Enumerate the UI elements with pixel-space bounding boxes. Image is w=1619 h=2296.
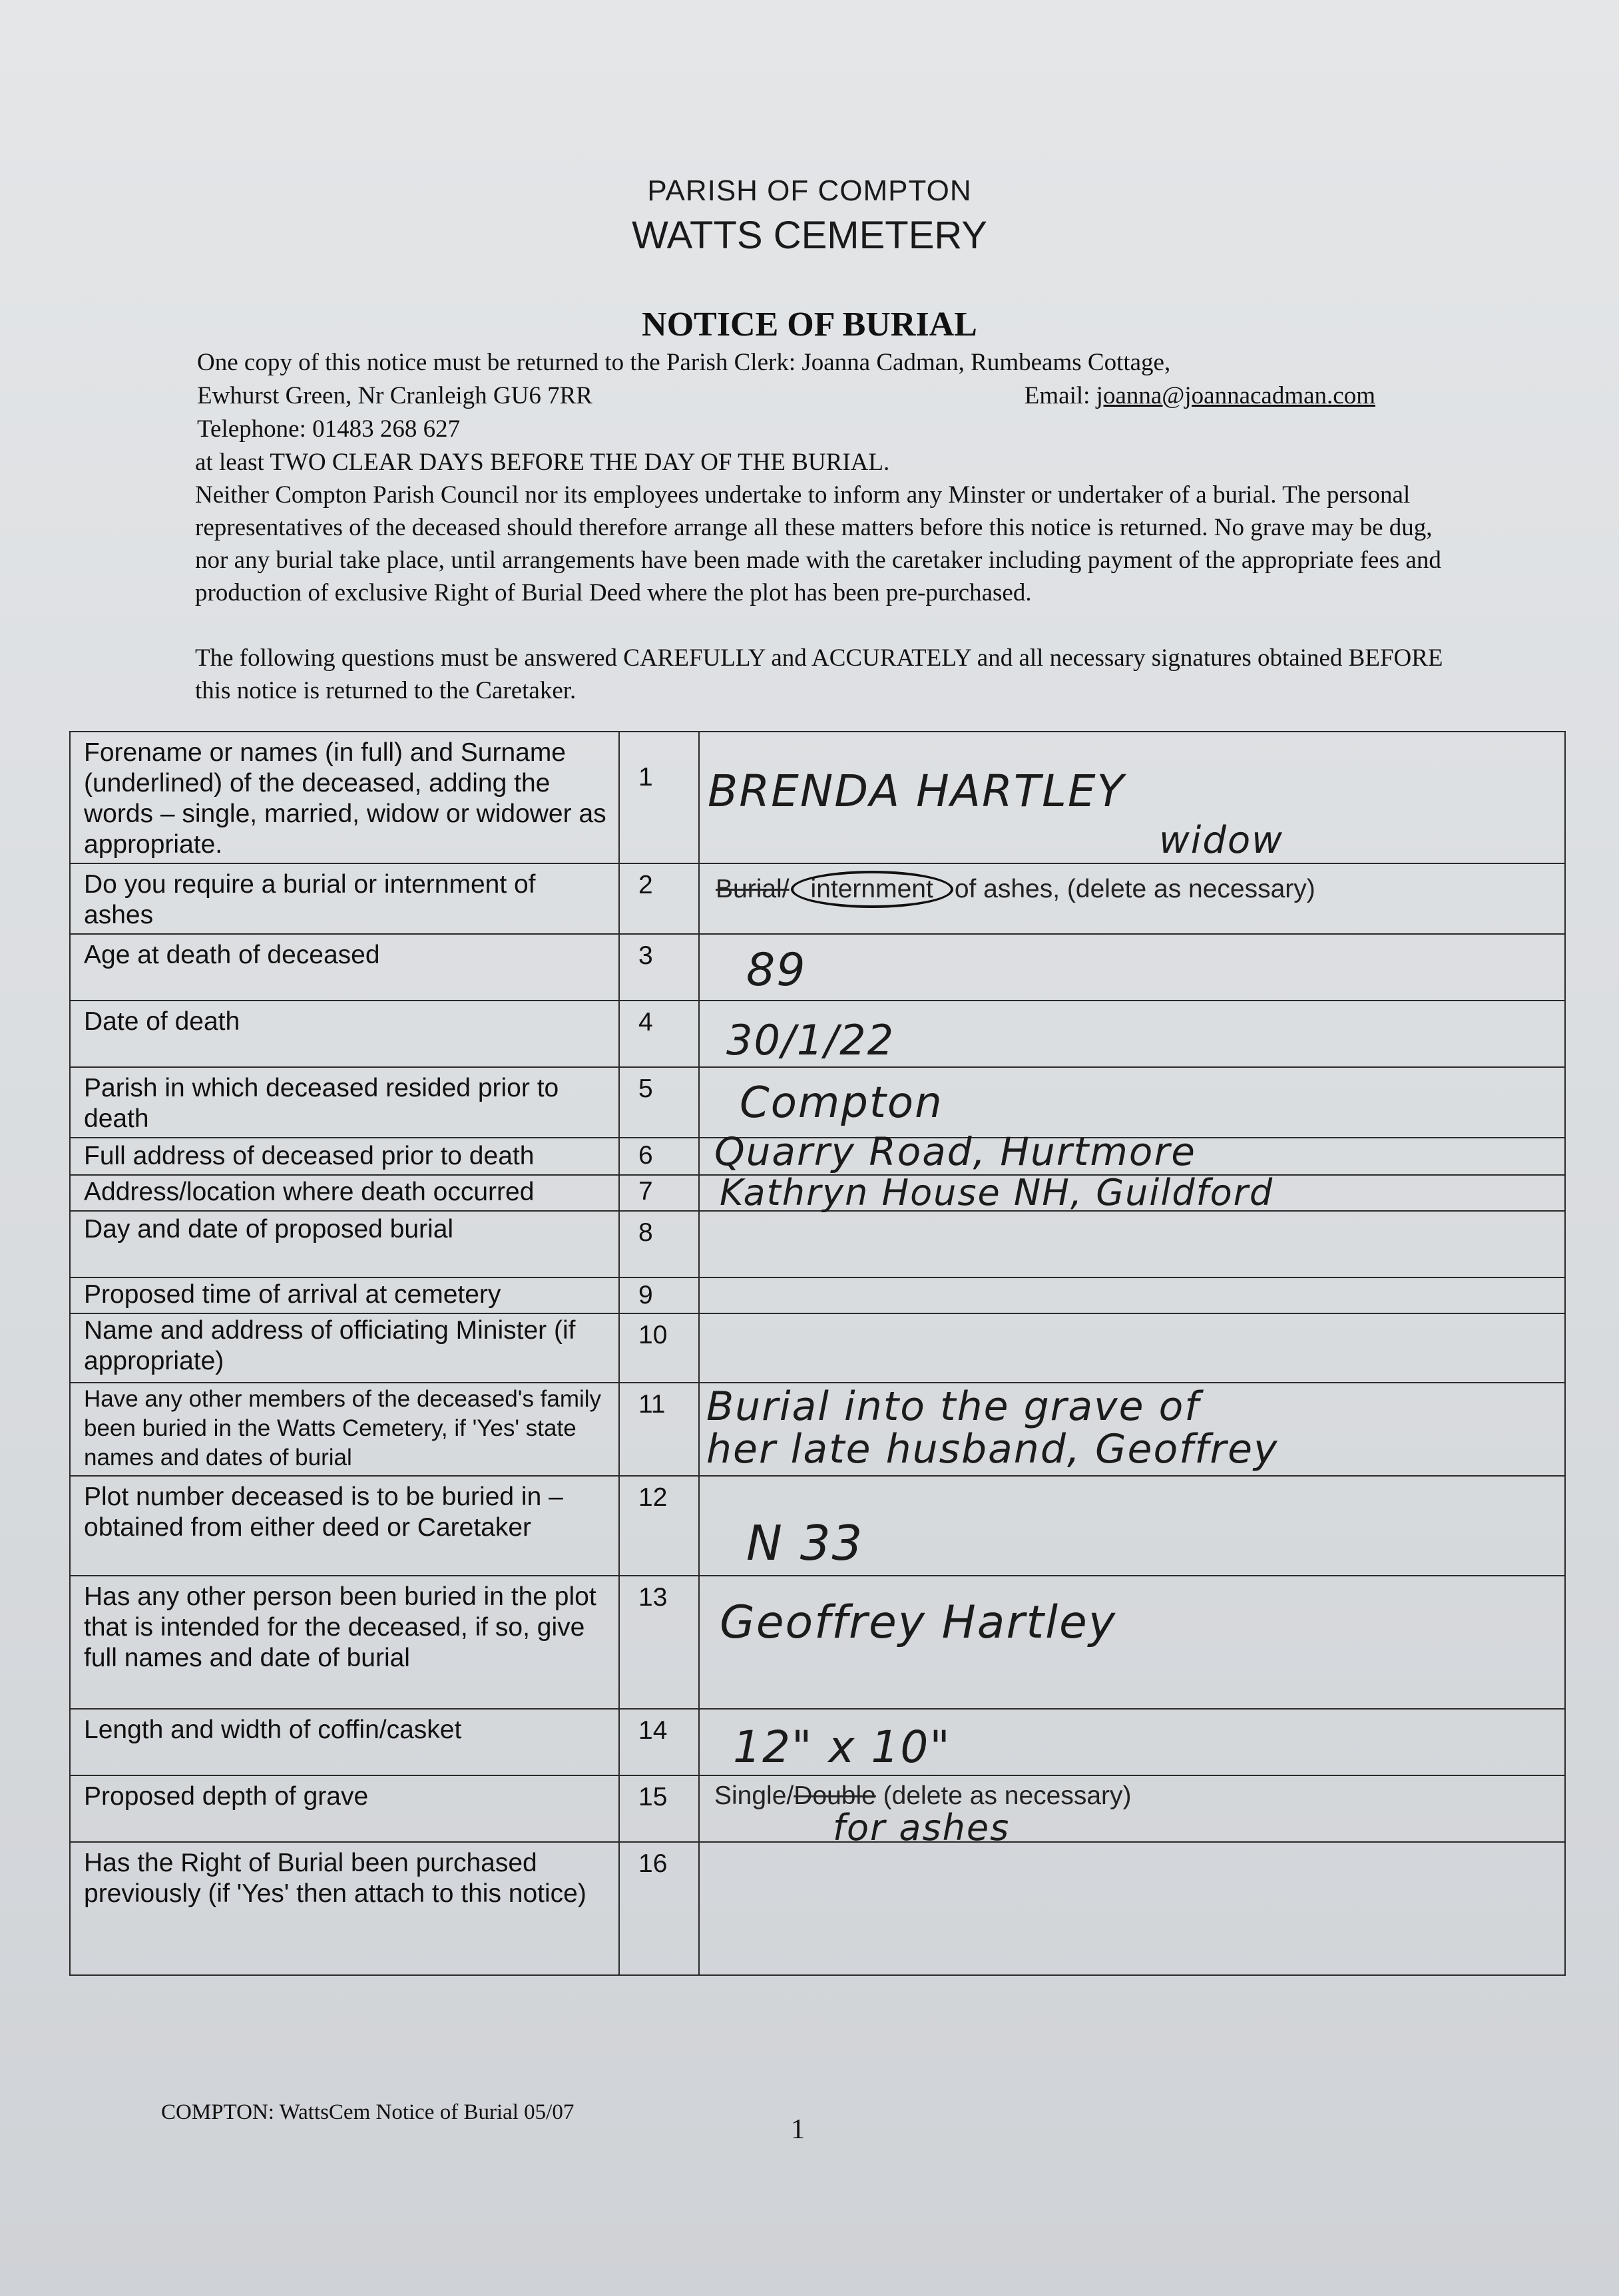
form-row	[70, 1842, 1565, 1975]
option-single: Single/	[714, 1781, 794, 1810]
intro-line-1: One copy of this notice must be returned to the Parish Clerk: Joanna Cadman, Rumbeams Cottage,	[197, 349, 1171, 376]
footer-reference: COMPTON: WattsCem Notice of Burial 05/07	[161, 2100, 575, 2124]
form-row	[70, 1383, 1565, 1476]
answer-parish: Compton	[740, 1078, 943, 1128]
row-number: 3	[619, 934, 699, 1001]
row-number: 15	[619, 1775, 699, 1842]
answer-prior-burial: Geoffrey Hartley	[720, 1596, 1117, 1649]
question-cell: Has the Right of Burial been purchased previously (if 'Yes' then attach to this notice)	[70, 1842, 619, 1975]
row-number: 12	[619, 1476, 699, 1576]
row-number: 6	[619, 1138, 699, 1175]
intro-line-2	[197, 379, 1449, 412]
answer-date-of-death: 30/1/22	[726, 1016, 895, 1064]
row-number: 2	[619, 863, 699, 934]
question-cell: Proposed depth of grave	[70, 1775, 619, 1842]
question-cell: Have any other members of the deceased's family been buried in the Watts Cemetery, if 'Yes' state names and dates of burial	[70, 1383, 619, 1476]
form-row	[70, 1476, 1565, 1576]
answer-plot-number: N 33	[746, 1515, 864, 1571]
answer-death-location: Kathryn House NH, Guildford	[720, 1172, 1274, 1214]
answer-cell[interactable]	[699, 863, 1565, 934]
row-number: 14	[619, 1709, 699, 1775]
question-cell: Proposed time of arrival at cemetery	[70, 1277, 619, 1313]
question-cell: Name and address of officiating Minister (if appropriate)	[70, 1313, 619, 1383]
answer-cell[interactable]	[699, 1476, 1565, 1576]
option-of-ashes: of ashes	[954, 875, 1053, 903]
answer-cell[interactable]	[699, 1211, 1565, 1277]
form-row	[70, 1211, 1565, 1277]
form-row	[70, 1067, 1565, 1138]
form-row	[70, 1576, 1565, 1709]
answer-status: widow	[1159, 819, 1283, 862]
delete-note: (delete as necessary)	[875, 1781, 1132, 1810]
row-number: 10	[619, 1313, 699, 1383]
email-link[interactable]: joanna@joannacadman.com	[1096, 382, 1375, 409]
answer-cell[interactable]	[699, 934, 1565, 1001]
row-number: 13	[619, 1576, 699, 1709]
answer-coffin-size: 12" x 10"	[733, 1722, 951, 1773]
question-cell: Parish in which deceased resided prior to death	[70, 1067, 619, 1138]
parish-heading: PARISH OF COMPTON	[647, 174, 972, 207]
answer-family-burials-line-1: Burial into the grave of	[706, 1383, 1200, 1430]
row-number: 9	[619, 1277, 699, 1313]
answer-cell[interactable]	[699, 1067, 1565, 1138]
row-number: 8	[619, 1211, 699, 1277]
question-cell: Date of death	[70, 1001, 619, 1067]
form-row	[70, 1175, 1565, 1211]
question-cell: Age at death of deceased	[70, 934, 619, 1001]
answer-cell[interactable]	[699, 1383, 1565, 1476]
question-cell: Day and date of proposed burial	[70, 1211, 619, 1277]
row-number: 4	[619, 1001, 699, 1067]
notice-deadline: at least TWO CLEAR DAYS BEFORE THE DAY OF THE BURIAL.	[195, 449, 890, 476]
answer-cell[interactable]	[699, 1709, 1565, 1775]
answer-cell[interactable]	[699, 1129, 1565, 1175]
answer-cell[interactable]	[699, 1172, 1565, 1214]
question-cell: Do you require a burial or internment of ashes	[70, 863, 619, 934]
answer-cell[interactable]	[699, 1842, 1565, 1975]
form-row	[70, 1775, 1565, 1842]
row-number: 7	[619, 1175, 699, 1211]
row-number: 1	[619, 732, 699, 863]
form-row	[70, 732, 1565, 863]
burial-form-table	[69, 731, 1566, 1976]
form-row	[70, 1001, 1565, 1067]
option-burial: Burial/	[716, 875, 790, 903]
answer-cell[interactable]	[699, 1001, 1565, 1067]
answer-family-burials-line-2: her late husband, Geoffrey	[706, 1426, 1279, 1473]
question-cell: Address/location where death occurred	[70, 1175, 619, 1211]
form-row	[70, 1709, 1565, 1775]
option-double: Double	[794, 1781, 876, 1810]
question-cell: Length and width of coffin/casket	[70, 1709, 619, 1775]
row-number: 16	[619, 1842, 699, 1975]
row-number: 5	[619, 1067, 699, 1138]
notice-title: NOTICE OF BURIAL	[642, 306, 977, 344]
form-row	[70, 1138, 1565, 1175]
answer-address: Quarry Road, Hurtmore	[714, 1129, 1196, 1174]
form-row	[70, 1313, 1565, 1383]
question-cell: Has any other person been buried in the plot that is intended for the deceased, if so, give full names and date of burial	[70, 1576, 619, 1709]
burial-type-options	[716, 871, 1315, 908]
telephone: Telephone: 01483 268 627	[197, 415, 461, 443]
row-number: 11	[619, 1383, 699, 1476]
question-cell: Full address of deceased prior to death	[70, 1138, 619, 1175]
question-cell: Forename or names (in full) and Surname (underlined) of the deceased, adding the words – single, married, widow or widower as appropriate.	[70, 732, 619, 863]
cemetery-heading: WATTS CEMETERY	[632, 214, 987, 257]
answer-cell[interactable]	[699, 1277, 1565, 1313]
delete-note: , (delete as necessary)	[1052, 875, 1315, 903]
answer-name: BRENDA HARTLEY	[708, 766, 1125, 817]
answer-cell[interactable]	[699, 1313, 1565, 1383]
email-block	[1025, 379, 1375, 412]
question-cell: Plot number deceased is to be buried in – obtained from either deed or Caretaker	[70, 1476, 619, 1576]
email-label: Email:	[1024, 382, 1090, 409]
page-number: 1	[791, 2114, 805, 2145]
answer-cell[interactable]	[699, 732, 1565, 863]
form-row	[70, 1277, 1565, 1313]
form-row	[70, 934, 1565, 1001]
disclaimer-paragraph: Neither Compton Parish Council nor its employees undertake to inform any Minster or undertaker of a burial. The personal representatives of the deceased should therefore arrange all these matters before this notice is returned. No grave may be dug, nor any burial take place, until arrangements have been made with the caretaker including payment of the appropriate fees and production of exclusive Right of Burial Deed where the plot has been pre-purchased.	[195, 481, 1441, 606]
form-row	[70, 863, 1565, 934]
instructions-paragraph: The following questions must be answered CAREFULLY and ACCURATELY and all necessary signatures obtained BEFORE this notice is returned to the Caretaker.	[195, 644, 1443, 704]
answer-grave-note: for ashes	[833, 1807, 1011, 1849]
answer-cell[interactable]	[699, 1576, 1565, 1709]
intro-address: Ewhurst Green, Nr Cranleigh GU6 7RR	[197, 382, 592, 409]
answer-cell[interactable]	[699, 1775, 1565, 1849]
answer-age: 89	[746, 944, 807, 997]
option-internment-circled: internment	[791, 871, 953, 908]
